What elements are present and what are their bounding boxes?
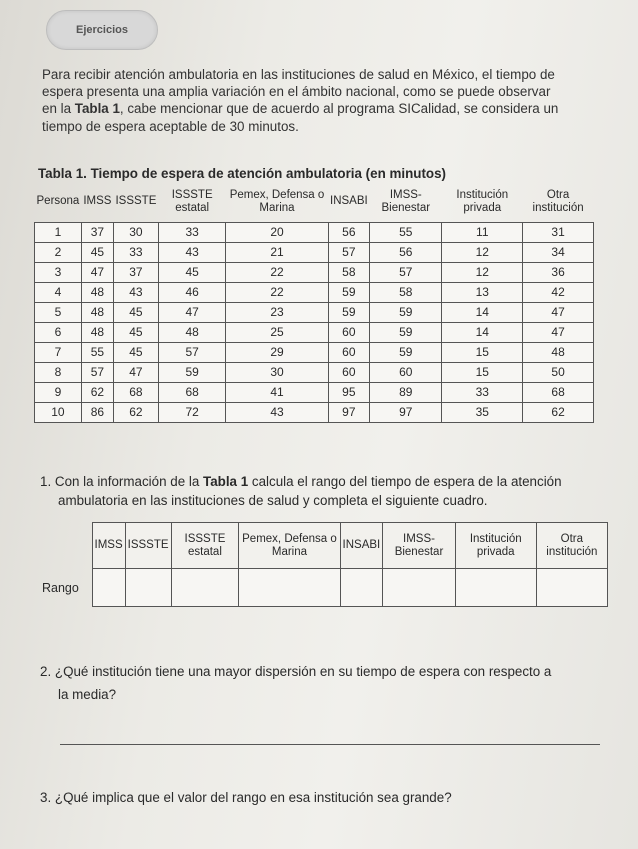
range-answer-cell[interactable] [171,569,239,607]
wait-time-cell: 35 [442,402,523,422]
person-number-cell: 1 [35,222,82,242]
intro-table-ref: Tabla 1 [74,101,120,117]
wait-time-cell: 95 [328,382,370,402]
wait-time-cell: 45 [113,302,158,322]
wait-time-cell: 59 [158,362,226,382]
table1-header-cell: Institución privada [456,188,509,214]
wait-time-cell: 46 [158,282,226,302]
wait-time-cell: 43 [226,402,328,422]
wait-time-cell: 48 [81,302,113,322]
wait-time-cell: 22 [226,262,328,282]
wait-time-cell: 48 [81,282,113,302]
person-number-cell: 8 [35,362,82,382]
table-row [35,242,594,262]
wait-time-cell: 25 [226,322,328,342]
wait-time-cell: 11 [442,222,523,242]
range-answer-cell[interactable] [383,569,455,607]
wait-time-cell: 34 [523,242,594,262]
wait-time-cell: 59 [370,302,442,322]
section-tab-label: Ejercicios [76,24,128,36]
question-1-line-2: ambulatoria en las instituciones de salud y completa el siguiente cuadro. [58,493,488,508]
range-row-label: Rango [42,580,79,595]
wait-time-cell: 47 [81,262,113,282]
question-1-line-1 [40,472,620,491]
table2-header-cell: ISSSTE [125,523,171,569]
table1-body [35,222,594,422]
table1-header-cell: ISSSTE [115,195,157,208]
wait-time-cell: 37 [113,262,158,282]
table1-header-cell: ISSSTE estatal [171,188,213,214]
wait-time-cell: 45 [113,322,158,342]
wait-time-cell: 59 [370,322,442,342]
wait-time-cell: 72 [158,402,226,422]
table-row [35,262,594,282]
wait-time-cell: 37 [81,222,113,242]
wait-time-cell: 43 [113,282,158,302]
table2-header-cell: Institución privada [455,523,536,569]
wait-time-cell: 48 [158,322,226,342]
table-row [35,342,594,362]
table2-header-cell: Otra institución [536,523,607,569]
person-number-cell: 10 [35,402,82,422]
wait-time-cell: 86 [81,402,113,422]
person-number-cell: 2 [35,242,82,262]
table2-header-cell: INSABI [340,523,383,569]
range-answer-cell[interactable] [455,569,536,607]
wait-time-table [34,182,594,423]
wait-time-cell: 30 [226,362,328,382]
wait-time-cell: 41 [226,382,328,402]
wait-time-cell: 89 [370,382,442,402]
wait-time-cell: 45 [113,342,158,362]
wait-time-cell: 55 [81,342,113,362]
question-2 [40,660,620,706]
range-answer-cell[interactable] [536,569,607,607]
range-answer-cell[interactable] [92,569,125,607]
wait-time-cell: 45 [158,262,226,282]
wait-time-cell: 47 [113,362,158,382]
wait-time-cell: 14 [442,322,523,342]
wait-time-cell: 58 [328,262,370,282]
range-answer-cell[interactable] [125,569,171,607]
person-number-cell: 4 [35,282,82,302]
wait-time-cell: 59 [328,302,370,322]
table1-header-row [35,182,594,222]
wait-time-cell: 12 [442,242,523,262]
wait-time-cell: 60 [328,322,370,342]
wait-time-cell: 50 [523,362,594,382]
range-answer-cell[interactable] [239,569,340,607]
table-row [35,402,594,422]
intro-line-3-pre: en la [42,101,75,117]
wait-time-cell: 56 [370,242,442,262]
wait-time-cell: 33 [442,382,523,402]
wait-time-cell: 57 [328,242,370,262]
wait-time-cell: 60 [370,362,442,382]
wait-time-cell: 57 [81,362,113,382]
table-row [35,382,594,402]
question-3: 3. ¿Qué implica que el valor del rango en esa institución sea grande? [40,790,452,805]
table2-header-cell: Pemex, Defensa o Marina [239,523,340,569]
table-row [35,322,594,342]
wait-time-cell: 12 [442,262,523,282]
wait-time-cell: 57 [158,342,226,362]
table1-header-cell: INSABI [330,195,368,208]
answer-line-question-2[interactable] [60,744,600,745]
intro-paragraph [42,66,622,135]
wait-time-cell: 60 [328,362,370,382]
wait-time-cell: 97 [370,402,442,422]
wait-time-cell: 30 [113,222,158,242]
wait-time-cell: 15 [442,342,523,362]
wait-time-cell: 59 [370,342,442,362]
wait-time-cell: 59 [328,282,370,302]
wait-time-cell: 22 [226,282,328,302]
wait-time-cell: 55 [370,222,442,242]
question-1-number: 1. [40,474,52,489]
wait-time-cell: 62 [81,382,113,402]
wait-time-cell: 47 [158,302,226,322]
range-row [34,569,608,607]
intro-line-3 [42,100,622,117]
question-1-pre: Con la información de la [51,474,204,489]
wait-time-cell: 58 [370,282,442,302]
table2-header-cell: IMSS-Bienestar [383,523,455,569]
table2-header-row [34,523,608,569]
wait-time-cell: 13 [442,282,523,302]
table1-header-cell: Otra institución [532,188,584,214]
table-row [35,302,594,322]
table1-header-cell: IMSS [83,195,112,208]
section-tab [46,10,158,50]
intro-line-3-post: , cabe mencionar que de acuerdo al programa SICalidad, se considera un [119,101,559,117]
table2-corner [34,523,92,569]
table2-header-cell: IMSS [92,523,125,569]
wait-time-cell: 62 [523,402,594,422]
wait-time-cell: 29 [226,342,328,362]
person-number-cell: 6 [35,322,82,342]
question-2-line-2: la media? [58,687,117,702]
wait-time-cell: 33 [113,242,158,262]
wait-time-cell: 68 [113,382,158,402]
range-table [34,522,608,607]
wait-time-cell: 33 [158,222,226,242]
question-1-table-ref: Tabla 1 [203,474,249,489]
wait-time-cell: 15 [442,362,523,382]
question-1-post: calcula el rango del tiempo de espera de la atención [248,474,562,489]
table1-header-cell: IMSS-Bienestar [381,188,431,214]
table1-header-cell: Pemex, Defensa o Marina [229,188,325,214]
wait-time-cell: 31 [523,222,594,242]
wait-time-cell: 14 [442,302,523,322]
range-answer-cell[interactable] [340,569,383,607]
wait-time-cell: 68 [523,382,594,402]
wait-time-cell: 45 [81,242,113,262]
wait-time-cell: 47 [523,302,594,322]
wait-time-cell: 23 [226,302,328,322]
wait-time-cell: 57 [370,262,442,282]
table-row [35,222,594,242]
intro-line-2: espera presenta una amplia variación en el ámbito nacional, como se puede observar [42,84,551,100]
wait-time-cell: 97 [328,402,370,422]
person-number-cell: 3 [35,262,82,282]
table-row [35,282,594,302]
intro-line-1: Para recibir atención ambulatoria en las instituciones de salud en México, el tiempo de [42,67,555,82]
person-number-cell: 9 [35,382,82,402]
wait-time-cell: 48 [523,342,594,362]
wait-time-cell: 43 [158,242,226,262]
wait-time-cell: 68 [158,382,226,402]
wait-time-cell: 62 [113,402,158,422]
table-row [35,362,594,382]
wait-time-cell: 36 [523,262,594,282]
question-2-line-1: 2. ¿Qué institución tiene una mayor dispersión en su tiempo de espera con respecto a [40,664,552,679]
wait-time-cell: 20 [226,222,328,242]
wait-time-cell: 21 [226,242,328,262]
intro-line-4: tiempo de espera aceptable de 30 minutos. [42,118,299,134]
table1-header-cell: Persona [36,195,80,208]
wait-time-cell: 60 [328,342,370,362]
wait-time-cell: 42 [523,282,594,302]
wait-time-cell: 48 [81,322,113,342]
wait-time-cell: 47 [523,322,594,342]
person-number-cell: 5 [35,302,82,322]
table1-caption: Tabla 1. Tiempo de espera de atención ambulatoria (en minutos) [38,166,447,181]
table2-header-cell: ISSSTE estatal [171,523,239,569]
question-1 [40,472,620,510]
person-number-cell: 7 [35,342,82,362]
wait-time-cell: 56 [328,222,370,242]
